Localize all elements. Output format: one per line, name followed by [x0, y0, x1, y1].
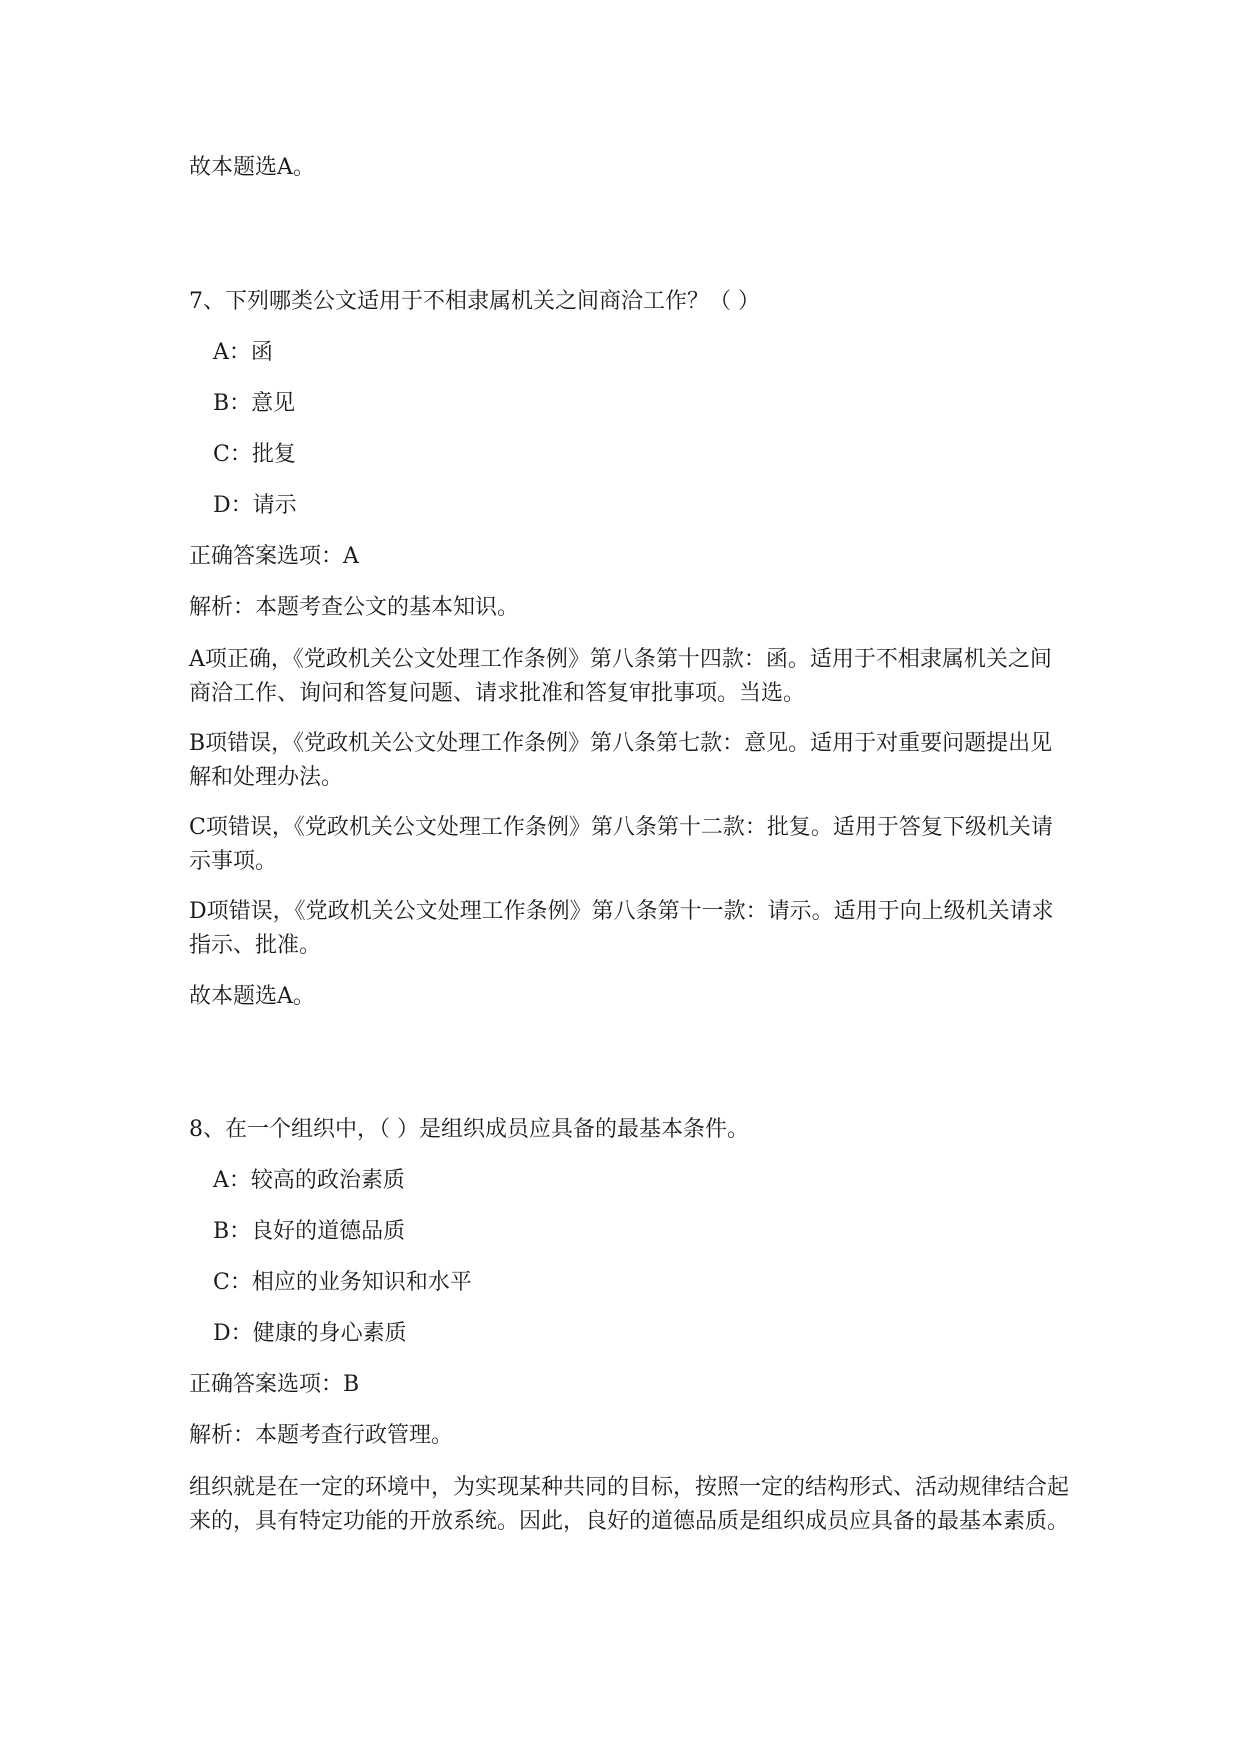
question-7-explanation-d: D项错误，《党政机关公文处理工作条例》第八条第十一款：请示。适用于向上级机关请求指示、批准。 — [189, 899, 1054, 958]
question-7-option-b: B：意见 — [213, 391, 296, 416]
question-8-option-b: B：良好的道德品质 — [213, 1219, 406, 1244]
question-8-option-a: A：较高的政治素质 — [213, 1168, 405, 1193]
question-7-conclusion: 故本题选A。 — [189, 984, 315, 1009]
question-8-explanation: 组织就是在一定的环境中，为实现某种共同的目标，按照一定的结构形式、活动规律结合起来的，具有特定功能的开放系统。因此，良好的道德品质是组织成员应具备的最基本素质。 — [189, 1475, 1070, 1534]
previous-conclusion: 故本题选A。 — [189, 155, 315, 180]
question-7-option-c: C：批复 — [213, 442, 296, 467]
question-8-text: 8、在一个组织中，（ ）是组织成员应具备的最基本条件。 — [189, 1117, 749, 1142]
question-7-explanation-c: C项错误，《党政机关公文处理工作条例》第八条第十二款：批复。适用于答复下级机关请示事项。 — [189, 815, 1053, 874]
question-8-analysis: 解析：本题考查行政管理。 — [189, 1423, 454, 1448]
question-7-option-d: D：请示 — [213, 493, 297, 518]
question-7-option-a: A：函 — [213, 340, 273, 365]
question-7-text: 7、下列哪类公文适用于不相隶属机关之间商洽工作？（ ） — [189, 289, 760, 314]
question-7-analysis: 解析：本题考查公文的基本知识。 — [189, 595, 520, 620]
question-7-answer: 正确答案选项：A — [189, 544, 359, 569]
question-8-option-d: D：健康的身心素质 — [213, 1321, 407, 1346]
question-7-explanation-a: A项正确，《党政机关公文处理工作条例》第八条第十四款：函。适用于不相隶属机关之间商洽工作、询问和答复问题、请求批准和答复审批事项。当选。 — [189, 647, 1052, 706]
question-8-answer: 正确答案选项：B — [189, 1372, 360, 1397]
question-8-option-c: C：相应的业务知识和水平 — [213, 1270, 472, 1295]
question-7-explanation-b: B项错误，《党政机关公文处理工作条例》第八条第七款：意见。适用于对重要问题提出见解和处理办法。 — [189, 731, 1053, 790]
